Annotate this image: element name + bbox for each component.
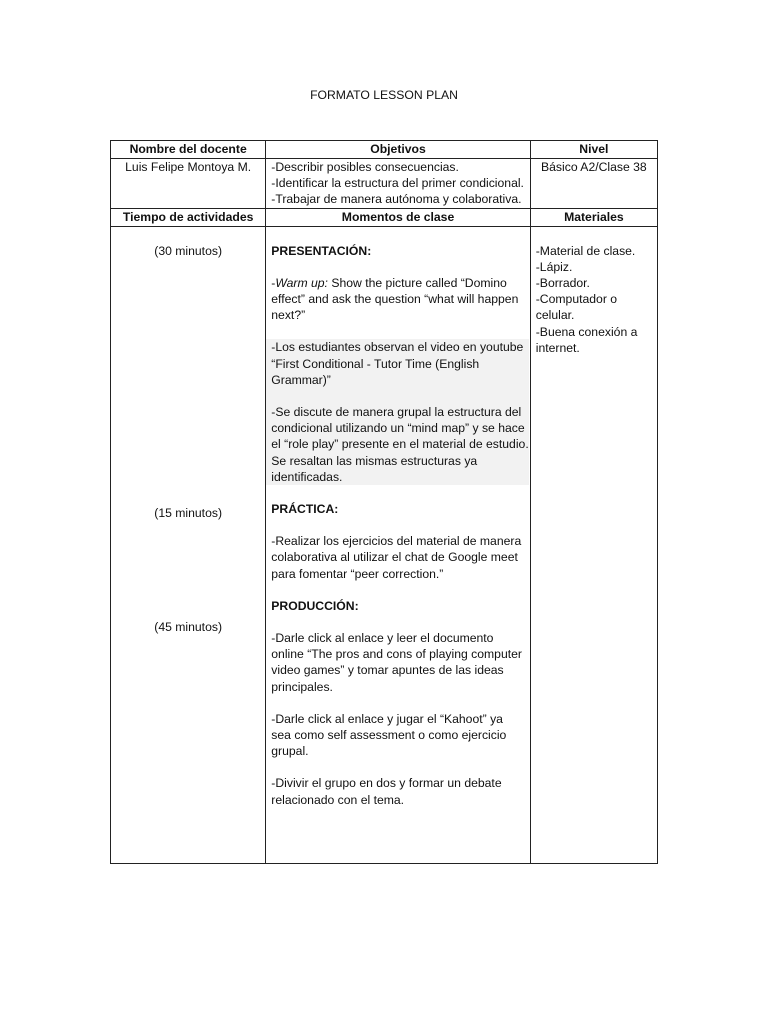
header-tiempo: Tiempo de actividades	[111, 208, 266, 226]
lesson-plan-table	[110, 140, 658, 864]
warmup-label: Warm up:	[275, 275, 328, 290]
produccion-p3: -Divivir el grupo en dos y formar un debate relacionado con el tema.	[271, 776, 502, 807]
document-title: FORMATO LESSON PLAN	[310, 88, 458, 102]
objective-item: -Trabajar de manera autónoma y colaborativa.	[271, 192, 522, 207]
moments-cell	[266, 226, 530, 863]
practica-heading: PRÁCTICA:	[271, 502, 339, 517]
material-item: -Lápiz.	[535, 259, 573, 274]
objectives-cell	[266, 159, 530, 209]
produccion-p1: -Darle click al enlace y leer el documento online “The pros and cons of playing computer video games” y tomar apuntes de las ideas principales.	[271, 631, 522, 694]
produccion-p2: -Darle click al enlace y jugar el “Kahoot” ya sea como self assessment o como ejercicio grupal.	[271, 711, 507, 759]
warmup-text: Show the picture called “Domino effect” and ask the question “what will happen next?”	[271, 275, 519, 323]
objective-item: -Identificar la estructura del primer condicional.	[271, 176, 524, 191]
presentacion-p3: -Se discute de manera grupal la estructura del condicional utilizando un “mind map” y se hace el “role play” presente en el material de estudio. Se resaltan las mismas estructuras ya identificadas.	[271, 405, 529, 484]
presentacion-heading: PRESENTACIÓN:	[271, 243, 372, 258]
header-objetivos: Objetivos	[266, 141, 530, 159]
time-presentacion: (30 minutos)	[154, 243, 222, 258]
header-materiales: Materiales	[530, 208, 657, 226]
time-produccion: (45 minutos)	[154, 620, 222, 635]
material-item: -Buena conexión a internet.	[535, 324, 638, 355]
practica-p1: -Realizar los ejercicios del material de manera colaborativa al utilizar el chat de Google meet para fomentar “peer correction.”	[271, 534, 522, 581]
header-row-2	[111, 208, 658, 226]
info-row	[111, 159, 658, 209]
header-docente: Nombre del docente	[111, 141, 266, 159]
material-item: -Computador o celular.	[535, 292, 618, 323]
level-value: Básico A2/Clase 38	[530, 159, 657, 209]
header-row-1	[111, 141, 658, 159]
teacher-name: Luis Felipe Montoya M.	[111, 159, 266, 209]
material-item: -Material de clase.	[535, 243, 636, 258]
time-practica: (15 minutos)	[154, 505, 222, 520]
materials-cell	[530, 226, 657, 863]
material-item: -Borrador.	[535, 276, 590, 291]
warmup-paragraph: -Warm up: Show the picture called “Domino effect” and ask the question “what will happen next?”	[271, 275, 519, 323]
header-momentos: Momentos de clase	[266, 208, 530, 226]
times-cell	[111, 226, 266, 863]
objective-item: -Describir posibles consecuencias.	[271, 160, 459, 174]
activities-row	[111, 226, 658, 863]
produccion-heading: PRODUCCIÓN:	[271, 598, 359, 613]
presentacion-p2: -Los estudiantes observan el video en youtube “First Conditional - Tutor Time (English Grammar)”	[271, 340, 524, 387]
highlight-block	[266, 339, 528, 485]
header-nivel: Nivel	[530, 141, 657, 159]
